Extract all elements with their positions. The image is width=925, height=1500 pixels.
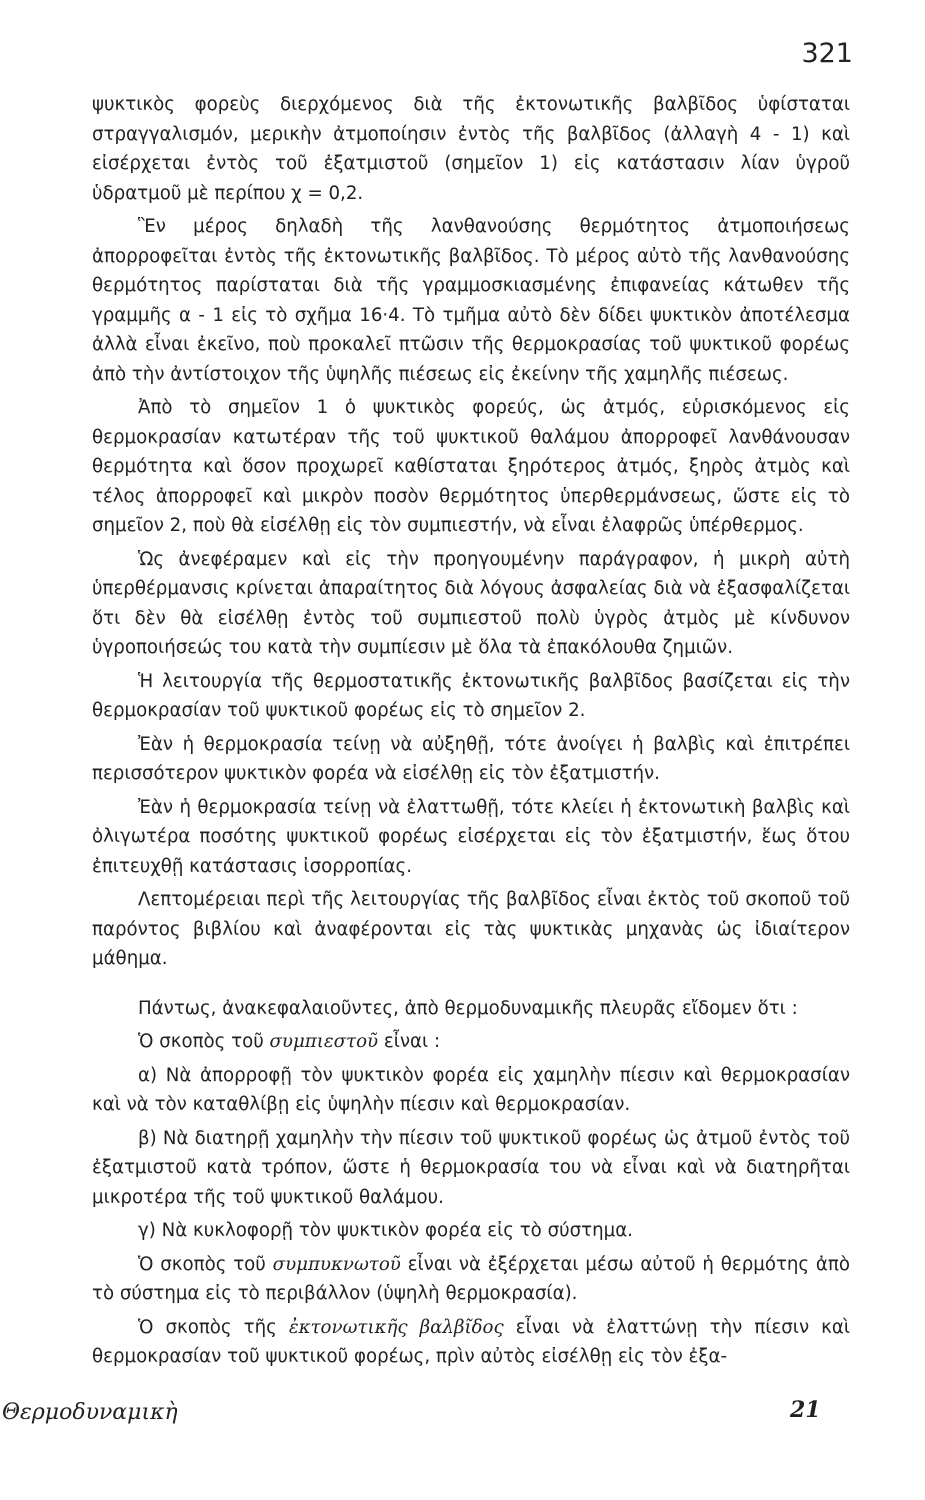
paragraph: Ἀπὸ τὸ σημεῖον 1 ὁ ψυκτικὸς φορεύς, ὡς ἀτμός, εὑρισκόμενος εἰς θερμοκρασίαν κατωτέραν τῆς τοῦ ψυκτικοῦ θαλάμου ἀπορροφεῖ λανθάνουσαν θερμότητα καὶ ὅσον προχωρεῖ καθίσταται ξηρότερος ἀτμός, ξηρὸς ἀτμὸς καὶ τέλος ἀπορροφεῖ καὶ μικρὸν ποσὸν θερμότητος ὑπερθερμάνσεως, ὥστε εἰς τὸ σημεῖον 2, ποὺ θὰ εἰσέλθῃ εἰς τὸν συμπιεστήν, νὰ εἶναι ἐλαφρῶς ὑπέρθερμος. bbox=[92, 397, 850, 536]
list-item: γ) Νὰ κυκλοφορῇ τὸν ψυκτικὸν φορέα εἰς τὸ σύστημα. bbox=[138, 1220, 633, 1241]
footer-book-title: Θερμοδυναμικὴ bbox=[2, 1400, 178, 1425]
valve-purpose bbox=[92, 1313, 850, 1372]
compressor-pre: Ὁ σκοπὸς τοῦ bbox=[138, 1031, 270, 1052]
summary-intro: Πάντως, ἀνακεφαλαιοῦντες, ἀπὸ θερμοδυναμικῆς πλευρᾶς εἴδομεν ὅτι : bbox=[138, 997, 798, 1019]
paragraph: Ἐὰν ἡ θερμοκρασία τείνῃ νὰ αὐξηθῇ, τότε ἀνοίγει ἡ βαλβὶς καὶ ἐπιτρέπει περισσότερον ψυκτικὸν φορέα νὰ εἰσέλθῃ εἰς τὸν ἐξατμιστήν. bbox=[92, 733, 850, 784]
paragraph: Ὡς ἀνεφέραμεν καὶ εἰς τὴν προηγουμένην παράγραφον, ἡ μικρὴ αὐτὴ ὑπερθέρμανσις κρίνεται ἀπαραίτητος διὰ λόγους ἀσφαλείας διὰ νὰ ἐξασφαλίζεται ὅτι δὲν θὰ εἰσέλθῃ ἐντὸς τοῦ συμπιεστοῦ πολὺ ὑγρὸς ἀτμὸς μὲ κίνδυνον ὑγροποιήσεώς του κατὰ τὴν συμπίεσιν μὲ ὅλα τὰ ἐπακόλουθα ζημιῶν. bbox=[92, 548, 850, 658]
compressor-term: συμπιεστοῦ bbox=[269, 1031, 379, 1052]
compressor-purpose bbox=[92, 1027, 850, 1057]
valve-post: εἶναι νὰ ἐλαττώνῃ τὴν πίεσιν καὶ θερμοκρασίαν τοῦ ψυκτικοῦ φορέως, πρὶν αὐτὸς εἰσέλθῃ εἰς τὸν ἐξα- bbox=[92, 1316, 851, 1367]
body-text bbox=[92, 90, 850, 1376]
page-number: 321 bbox=[801, 38, 853, 69]
list-item: β) Νὰ διατηρῇ χαμηλὴν τὴν πίεσιν τοῦ ψυκτικοῦ φορέως ὡς ἀτμοῦ ἐντὸς τοῦ ἐξατμιστοῦ κατὰ τρόπον, ὥστε ἡ θερμοκρασία του νὰ εἶναι καὶ νὰ διατηρῆται μικροτέρα τῆς τοῦ ψυκτικοῦ θαλάμου. bbox=[92, 1127, 850, 1208]
condenser-purpose bbox=[92, 1250, 850, 1309]
condenser-pre: Ὁ σκοπὸς τοῦ bbox=[138, 1253, 273, 1275]
paragraph: Ἐὰν ἡ θερμοκρασία τείνῃ νὰ ἐλαττωθῇ, τότε κλείει ἡ ἐκτονωτικὴ βαλβὶς καὶ ὀλιγωτέρα ποσότης ψυκτικοῦ φορέως εἰσέρχεται εἰς τὸν ἐξατμιστήν, ἕως ὅτου ἐπιτευχθῇ κατάστασις ἰσορροπίας. bbox=[92, 796, 850, 877]
valve-pre: Ὁ σκοπὸς τῆς bbox=[138, 1316, 289, 1338]
compressor-post: εἶναι : bbox=[378, 1031, 441, 1052]
condenser-post: εἶναι νὰ ἐξέρχεται μέσω αὐτοῦ ἡ θερμότης ἀπὸ τὸ σύστημα εἰς τὸ περιβάλλον (ὑψηλὴ θερμοκρασία). bbox=[92, 1253, 850, 1304]
condenser-term: συμπυκνωτοῦ bbox=[272, 1253, 401, 1275]
footer-signature-number: 21 bbox=[790, 1397, 821, 1423]
valve-term: ἐκτονωτικῆς βαλβῖδος bbox=[288, 1316, 504, 1338]
list-item: α) Νὰ ἀπορροφῇ τὸν ψυκτικὸν φορέα εἰς χαμηλὴν πίεσιν καὶ θερμοκρασίαν καὶ νὰ τὸν καταθλίβῃ εἰς ὑψηλὴν πίεσιν καὶ θερμοκρασίαν. bbox=[92, 1064, 850, 1115]
paragraph: ψυκτικὸς φορεὺς διερχόμενος διὰ τῆς ἐκτονωτικῆς βαλβῖδος ὑφίσταται στραγγαλισμόν, μερικὴν ἀτμοποίησιν ἐντὸς τῆς βαλβῖδος (ἀλλαγὴ 4 - 1) καὶ εἰσέρχεται ἐντὸς τοῦ ἐξατμιστοῦ (σημεῖον 1) εἰς κατάστασιν λίαν ὑγροῦ ὑδρατμοῦ μὲ περίπου χ = 0,2. bbox=[92, 94, 850, 204]
paragraph: Ἓν μέρος δηλαδὴ τῆς λανθανούσης θερμότητος ἀτμοποιήσεως ἀπορροφεῖται ἐντὸς τῆς ἐκτονωτικῆς βαλβῖδος. Τὸ μέρος αὐτὸ τῆς λανθανούσης θερμότητος παρίσταται διὰ τῆς γραμμοσκιασμένης ἐπιφανείας κάτωθεν τῆς γραμμῆς α - 1 εἰς τὸ σχῆμα 16·4. Τὸ τμῆμα αὐτὸ δὲν δίδει ψυκτικὸν ἀποτέλεσμα ἀλλὰ εἶναι ἐκεῖνο, ποὺ προκαλεῖ πτῶσιν τῆς θερμοκρασίας τοῦ ψυκτικοῦ φορέως ἀπὸ τὴν ἀντίστοιχον τῆς ὑψηλῆς πιέσεως εἰς ἐκείνην τῆς χαμηλῆς πιέσεως. bbox=[92, 216, 850, 385]
paragraph: Λεπτομέρειαι περὶ τῆς λειτουργίας τῆς βαλβῖδος εἶναι ἐκτὸς τοῦ σκοποῦ τοῦ παρόντος βιβλίου καὶ ἀναφέρονται εἰς τὰς ψυκτικὰς μηχανὰς ὡς ἰδιαίτερον μάθημα. bbox=[92, 889, 850, 969]
paragraph: Ἡ λειτουργία τῆς θερμοστατικῆς ἐκτονωτικῆς βαλβῖδος βασίζεται εἰς τὴν θερμοκρασίαν τοῦ ψυκτικοῦ φορέως εἰς τὸ σημεῖον 2. bbox=[92, 670, 850, 721]
